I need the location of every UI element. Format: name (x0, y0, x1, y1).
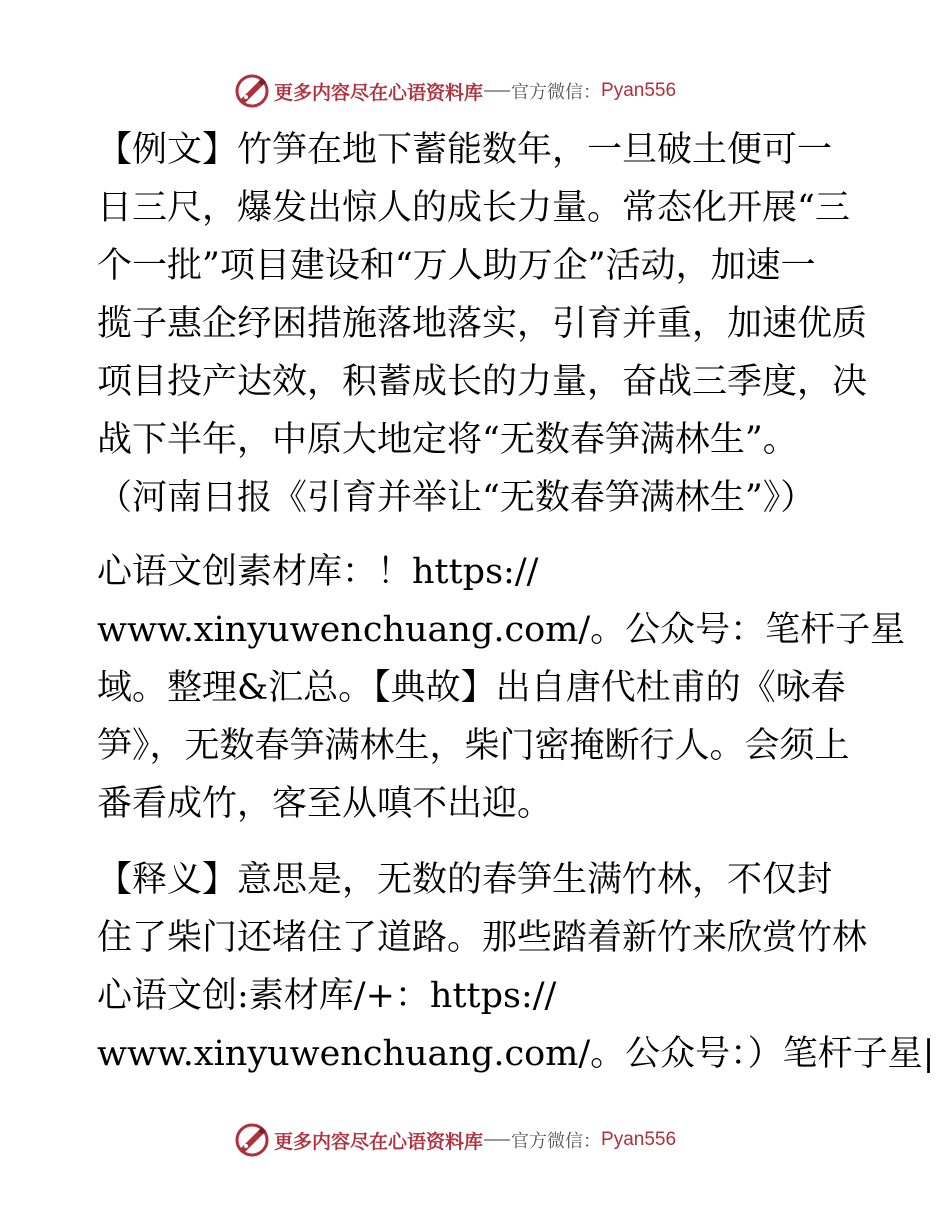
body-line: 【释义】意思是，无数的春笋生满竹林，不仅封 (97, 860, 833, 900)
footer-banner (234, 1120, 714, 1160)
body-line: 揽子惠企纾困措施落地落实，引育并重，加速优质 (97, 304, 868, 344)
body-line: 战下半年，中原大地定将“无数春笋满林生”。 (97, 420, 798, 460)
body-line: 域。整理&汇总。【典故】出自唐代杜甫的《咏春 (97, 668, 846, 708)
banner-dash (484, 1139, 510, 1141)
banner-dash (484, 90, 510, 92)
body-line: 日三尺，爆发出惊人的成长力量。常态化开展“三 (97, 188, 850, 228)
body-line: 项目投产达效，积蓄成长的力量，奋战三季度，决 (97, 362, 868, 402)
banner-contact-id: Pyan556 (601, 80, 677, 101)
body-line: 个一批”项目建设和“万人助万企”活动，加速一 (97, 246, 816, 286)
banner-contact-label: 官方微信： (511, 1131, 602, 1152)
banner-title: 更多内容尽在心语资料库 (274, 1130, 484, 1153)
body-line: 【例文】竹笋在地下蓄能数年，一旦破土便可一 (97, 130, 833, 170)
header-banner (234, 71, 714, 111)
source-citation: （河南日报《引育并举让“无数春笋满林生”》） (97, 478, 816, 518)
body-line: www.xinyuwenchuang.com/。公众号：）笔杆子星| (97, 1034, 935, 1074)
banner-contact-id: Pyan556 (601, 1129, 677, 1150)
pen-logo-icon (234, 1122, 270, 1158)
watermark-line: 心语文创素材库：！https:// (97, 552, 539, 592)
body-line: 住了柴门还堵住了道路。那些踏着新竹来欣赏竹林 (97, 918, 868, 958)
body-line: 笋》，无数春笋满林生，柴门密掩断行人。会须上 (97, 726, 850, 766)
banner-contact-label: 官方微信： (511, 82, 602, 103)
banner-title: 更多内容尽在心语资料库 (274, 81, 484, 104)
body-line: www.xinyuwenchuang.com/。公众号：笔杆子星 (97, 610, 906, 650)
pen-logo-icon (234, 73, 270, 109)
body-line: 番看成竹，客至从嗔不出迎。 (97, 784, 553, 824)
watermark-line: 心语文创:素材库/+：https:// (97, 976, 557, 1016)
